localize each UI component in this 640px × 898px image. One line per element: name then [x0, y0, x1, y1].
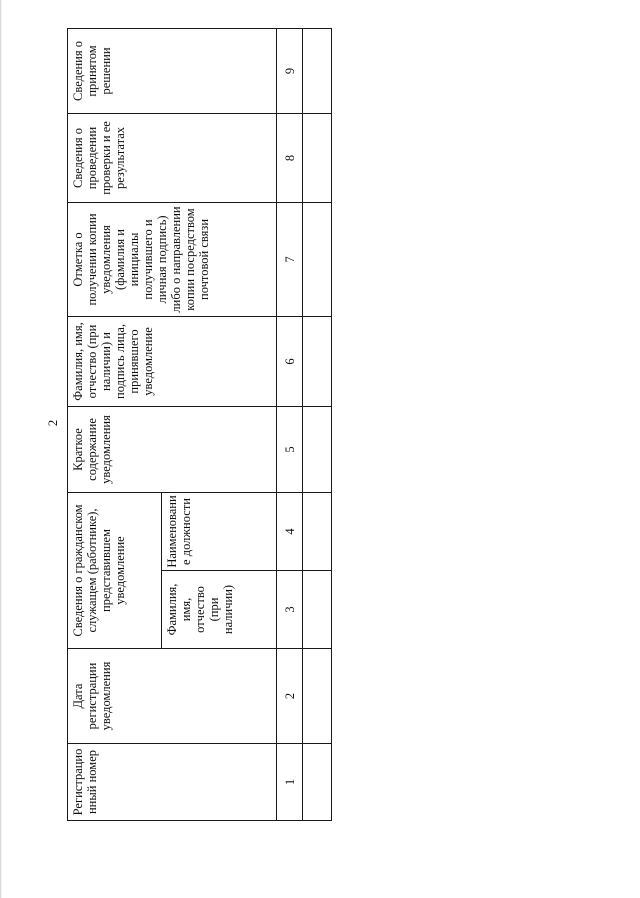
- header-reg-number: Регистрационный номер: [68, 744, 277, 821]
- empty-cell: [303, 492, 332, 570]
- empty-cell: [303, 28, 332, 113]
- empty-cell: [303, 744, 332, 821]
- empty-cell: [303, 113, 332, 202]
- empty-cell: [303, 316, 332, 406]
- header-row-top: [68, 28, 162, 820]
- scan-edge: [0, 0, 2, 898]
- empty-cell: [303, 406, 332, 492]
- empty-cell: [303, 202, 332, 316]
- header-summary: Краткое содержание уведомления: [68, 406, 277, 492]
- header-reg-date: Дата регистрации уведомления: [68, 649, 277, 744]
- empty-cell: [303, 649, 332, 744]
- column-number: 3: [277, 571, 303, 649]
- header-receiver: Фамилия, имя, отчество (при наличии) и подпись лица, принявшего уведомление: [68, 316, 277, 406]
- column-number: 2: [277, 649, 303, 744]
- column-number: 1: [277, 744, 303, 821]
- column-number: 8: [277, 113, 303, 202]
- empty-cell: [303, 571, 332, 649]
- empty-data-row: [303, 28, 332, 820]
- header-employee-position: Наименование должности: [162, 492, 277, 570]
- header-employee-name: Фамилия, имя, отчество (при наличии): [162, 571, 277, 649]
- header-check-info: Сведения о проведении проверки и ее результатах: [68, 113, 277, 202]
- header-copy-receipt: Отметка о получении копии уведомления (фамилия и инициалы получившего и личная подпись) либо о направлении копии посредством почтовой связи: [68, 202, 277, 316]
- column-number: 6: [277, 316, 303, 406]
- column-number: 5: [277, 406, 303, 492]
- column-number: 9: [277, 28, 303, 113]
- column-number: 4: [277, 492, 303, 570]
- column-number-row: [277, 28, 303, 820]
- header-employee-info: Сведения о гражданском служащем (работнике), представившем уведомление: [68, 492, 162, 648]
- notification-register-table: [67, 28, 332, 821]
- header-decision-info: Сведения о принятом решении: [68, 28, 277, 113]
- rotated-table-container: [67, 29, 332, 821]
- column-number: 7: [277, 202, 303, 316]
- page-number: 2: [45, 419, 60, 427]
